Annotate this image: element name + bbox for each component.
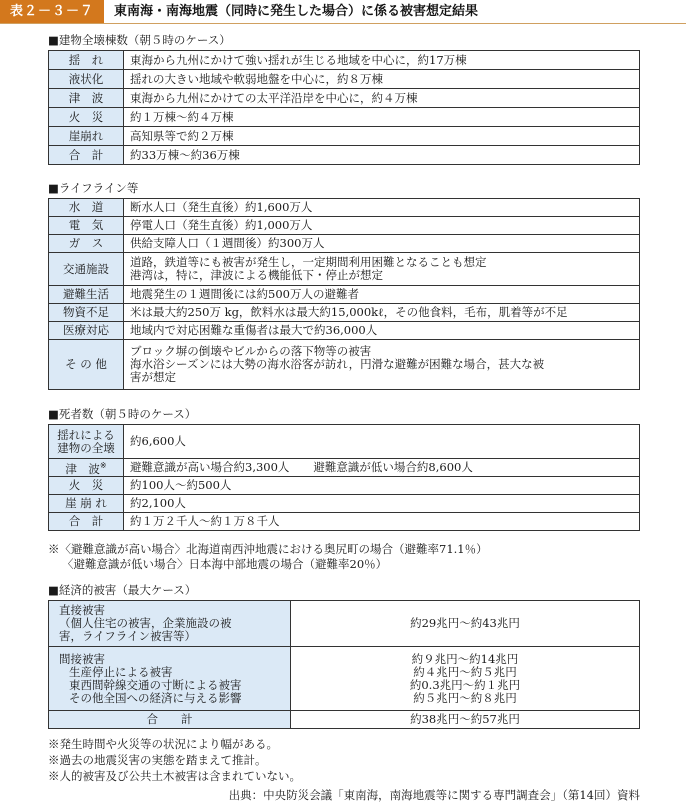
economic-section-title: ■経済的被害（最大ケース）	[48, 583, 197, 597]
row-label: 揺 れ	[49, 51, 124, 70]
row-value: 地域内で対応困難な重傷者は最大で約36,000人	[124, 322, 640, 340]
indirect-damage-values	[291, 647, 640, 711]
row-value: 停電人口（発生直後）約1,000万人	[124, 217, 640, 235]
table-row	[49, 601, 640, 647]
row-label: 液状化	[49, 70, 124, 89]
indirect-value: 約９兆円～約14兆円	[411, 651, 519, 666]
row-label: 崖 崩 れ	[49, 495, 124, 513]
row-label	[49, 425, 124, 459]
row-label: 崖崩れ	[49, 127, 124, 146]
row-label: ガ ス	[49, 235, 124, 253]
buildings-section-title: ■建物全壊棟数（朝５時のケース）	[48, 33, 231, 47]
row-value: 約１万棟～約４万棟	[124, 108, 640, 127]
row-value: 断水人口（発生直後）約1,600万人	[124, 199, 640, 217]
row-value-line: ブロック塀の倒壊やビルからの落下物等の被害	[130, 344, 372, 358]
row-value-high: 避難意識が高い場合約3,300人	[130, 460, 290, 474]
row-value: 約１万２千人～約１万８千人	[124, 513, 640, 531]
indirect-label: 間接被害	[59, 651, 105, 666]
row-value: 高知県等で約２万棟	[124, 127, 640, 146]
table-row	[49, 127, 640, 146]
direct-label-line: 害，ライフライン被害等）	[59, 629, 196, 643]
table-row	[49, 340, 640, 390]
table-row	[49, 495, 640, 513]
direct-damage-label	[49, 601, 291, 647]
table-row	[49, 513, 640, 531]
row-value: 供給支障人口（１週間後）約300万人	[124, 235, 640, 253]
figure-title: 東南海・南海地震（同時に発生した場合）に係る被害想定結果	[114, 4, 479, 19]
row-label-line: 建物の全壊	[57, 440, 115, 455]
row-value: 揺れの大きい地域や軟弱地盤を中心に，約８万棟	[124, 70, 640, 89]
table-row	[49, 146, 640, 165]
table-row	[49, 477, 640, 495]
deaths-note: 〈避難意識が低い場合〉日本海中部地震の場合（避難率20％）	[62, 557, 388, 571]
row-label	[49, 459, 124, 477]
table-row	[49, 108, 640, 127]
source-citation: 出典：中央防災会議「東南海，南海地震等に関する専門調査会」（第14回）資料	[228, 788, 640, 802]
row-value: 約6,600人	[124, 425, 640, 459]
table-row	[49, 711, 640, 729]
table-row	[49, 304, 640, 322]
row-label: 交通施設	[49, 253, 124, 286]
indirect-item-value: 約５兆円～約８兆円	[413, 690, 517, 705]
row-value	[124, 340, 640, 390]
table-row	[49, 70, 640, 89]
row-label-line: 揺れによる	[57, 427, 115, 442]
indirect-damage-label	[49, 647, 291, 711]
row-value: 約33万棟～約36万棟	[124, 146, 640, 165]
total-value: 約38兆円～約57兆円	[291, 711, 640, 729]
direct-label-line: （個人住宅の被害，企業施設の被	[59, 616, 232, 630]
note-marker: ※	[99, 461, 107, 471]
row-label: 合 計	[49, 513, 124, 531]
row-label: 合 計	[49, 146, 124, 165]
table-row	[49, 459, 640, 477]
row-label: そ の 他	[49, 340, 124, 390]
indirect-item-value: 約0.3兆円～約１兆円	[409, 677, 521, 692]
row-value: 約2,100人	[124, 495, 640, 513]
table-row	[49, 322, 640, 340]
table-row	[49, 217, 640, 235]
row-value: 東海から九州にかけての太平洋沿岸を中心に，約４万棟	[124, 89, 640, 108]
lifeline-section-title: ■ライフライン等	[48, 181, 139, 195]
table-row	[49, 647, 640, 711]
row-value	[124, 253, 640, 286]
footnote: ※発生時間や火災等の状況により幅がある。	[48, 737, 278, 751]
table-row	[49, 286, 640, 304]
footnote: ※人的被害及び公共土木被害は含まれていない。	[48, 769, 301, 783]
row-label: 水 道	[49, 199, 124, 217]
total-label: 合 計	[49, 711, 291, 729]
figure-header	[0, 0, 686, 24]
table-row	[49, 425, 640, 459]
row-label: 物資不足	[49, 304, 124, 322]
row-value-line: 害が想定	[130, 370, 176, 384]
table-row	[49, 51, 640, 70]
row-value	[124, 459, 640, 477]
row-value-line: 道路，鉄道等にも被害が発生し，一定期間利用困難となることも想定	[130, 255, 487, 269]
table-row	[49, 253, 640, 286]
direct-label-line: 直接被害	[59, 603, 105, 617]
indirect-item-label: 生産停止による被害	[69, 664, 173, 679]
row-value: 約100人～約500人	[124, 477, 640, 495]
indirect-item-label: その他全国への経済に与える影響	[69, 690, 242, 705]
header-rule	[0, 23, 686, 24]
row-value: 東海から九州にかけて強い揺れが生じる地域を中心に，約17万棟	[124, 51, 640, 70]
table-row	[49, 199, 640, 217]
direct-damage-value: 約29兆円～約43兆円	[291, 601, 640, 647]
deaths-table	[48, 424, 640, 531]
buildings-table	[48, 50, 640, 165]
indirect-item-label: 東西間幹線交通の寸断による被害	[69, 677, 242, 692]
row-value: 米は最大約250万 kg，飲料水は最大約15,000kℓ，その他食料，毛布，肌着等が不足	[124, 304, 640, 322]
row-value-line: 海水浴シーズンには大勢の海水浴客が訪れ，円滑な避難が困難な場合，甚大な被	[130, 357, 545, 371]
economic-table	[48, 600, 640, 729]
row-label: 避難生活	[49, 286, 124, 304]
row-label: 医療対応	[49, 322, 124, 340]
row-label: 津 波	[49, 89, 124, 108]
indirect-item-value: 約４兆円～約５兆円	[413, 664, 517, 679]
row-value-line: 港湾は，特に，津波による機能低下・停止が想定	[130, 268, 383, 282]
row-label: 火 災	[49, 108, 124, 127]
deaths-note: ※〈避難意識が高い場合〉北海道南西沖地震における奥尻町の場合（避難率71.1％）	[48, 542, 488, 556]
row-value: 地震発生の１週間後には約500万人の避難者	[124, 286, 640, 304]
table-number-tag: 表２－３－７	[0, 0, 104, 23]
row-label: 火 災	[49, 477, 124, 495]
deaths-section-title: ■死者数（朝５時のケース）	[48, 407, 197, 421]
row-label-text: 津 波	[65, 461, 100, 476]
table-row	[49, 235, 640, 253]
row-label: 電 気	[49, 217, 124, 235]
lifeline-table	[48, 198, 640, 390]
row-value-low: 避難意識が低い場合約8,600人	[313, 460, 473, 474]
table-row	[49, 89, 640, 108]
footnote: ※過去の地震災害の実態を踏まえて推計。	[48, 753, 267, 767]
